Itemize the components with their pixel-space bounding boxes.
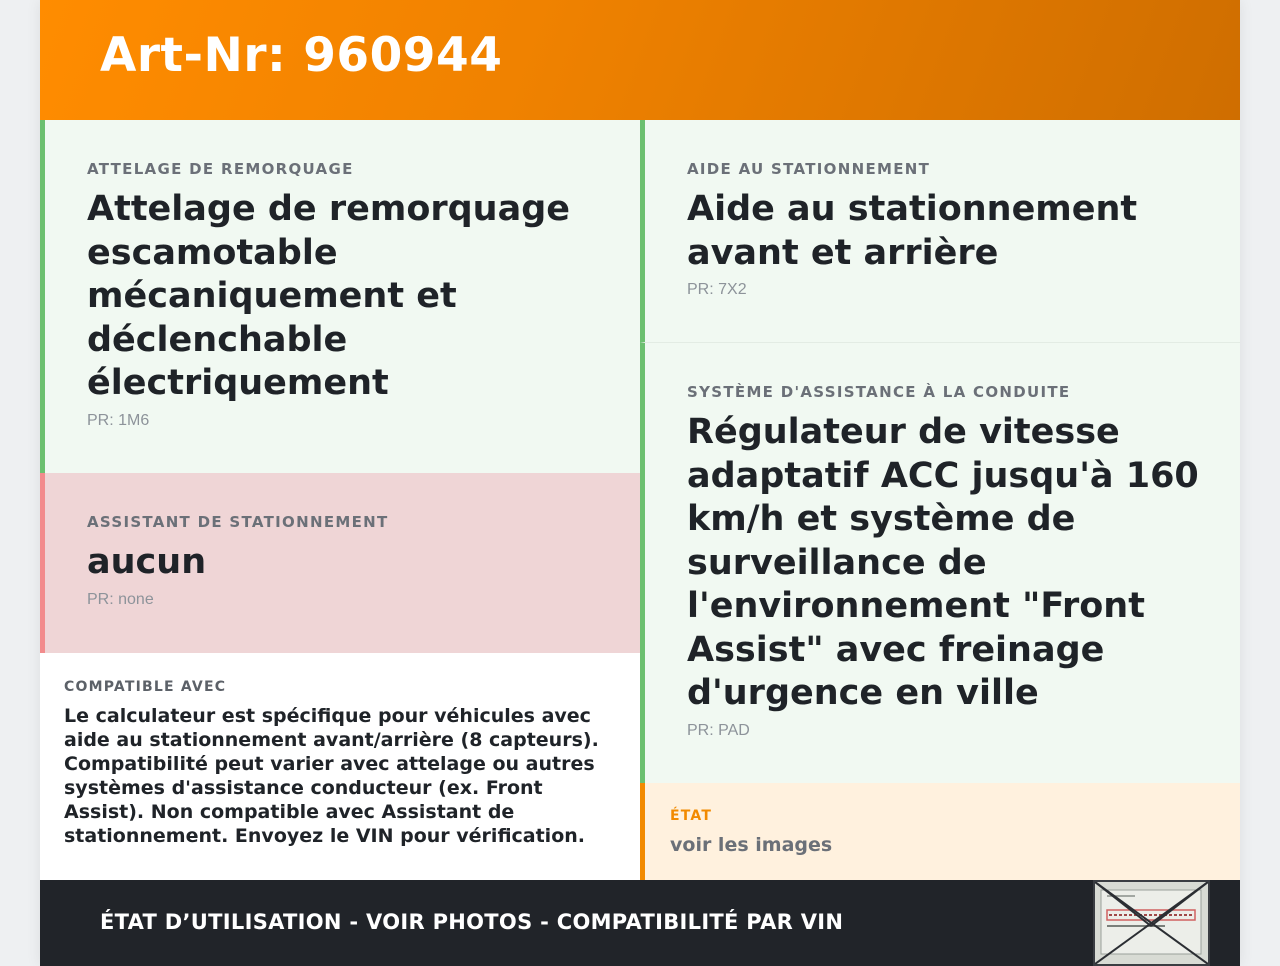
card-pr-code: PR: 7X2 [687,281,747,298]
card-pr-code: PR: none [87,590,154,608]
card-title: Attelage de remorquage escamotable mécaniquement et déclenchable électriquement [87,189,571,403]
compatibility-section [40,653,640,880]
card-pr-code: PR: PAD [687,721,750,739]
condition-value: voir les images [670,834,833,856]
condition-label: ÉTAT [670,808,713,824]
card-category: SYSTÈME D'ASSISTANCE À LA CONDUITE [687,383,1071,401]
product-photo-thumbnail[interactable] [1093,880,1210,966]
card-towbar [40,120,640,473]
card-category: ATTELAGE DE REMORQUAGE [87,160,354,178]
page [40,0,1240,966]
card-park-assist [40,473,640,653]
card-driver-assist [640,343,1240,783]
card-category: AIDE AU STATIONNEMENT [687,160,931,178]
card-title: aucun [87,542,207,582]
footer-text: ÉTAT D’UTILISATION - VOIR PHOTOS - COMPATIBILITÉ PAR VIN [100,910,844,934]
compatibility-text: Le calculateur est spécifique pour véhicules avec aide au stationnement avant/arrière (8 capteurs). Compatibilité peut varier avec attelage ou autres systèmes d'assistance conducteur (ex. Front Assist). Non compatible avec Assistant de stationnement. Envoyez le VIN pour vérification. [64,705,599,847]
article-number-title: Art-Nr: 960944 [100,28,503,83]
footer-bar [40,880,1240,966]
card-title: Aide au stationnement avant et arrière [687,189,1138,273]
condition-section [640,783,1240,880]
header [40,0,1240,120]
card-category: ASSISTANT DE STATIONNEMENT [87,513,389,531]
card-parking-aid [640,120,1240,343]
card-title: Régulateur de vitesse adaptatif ACC jusqu'à 160 km/h et système de surveillance de l'environnement "Front Assist" avec freinage d'urgence en ville [687,412,1199,713]
card-pr-code: PR: 1M6 [87,411,150,429]
label-photo-icon [1095,882,1208,964]
compatibility-label: COMPATIBLE AVEC [64,679,227,695]
